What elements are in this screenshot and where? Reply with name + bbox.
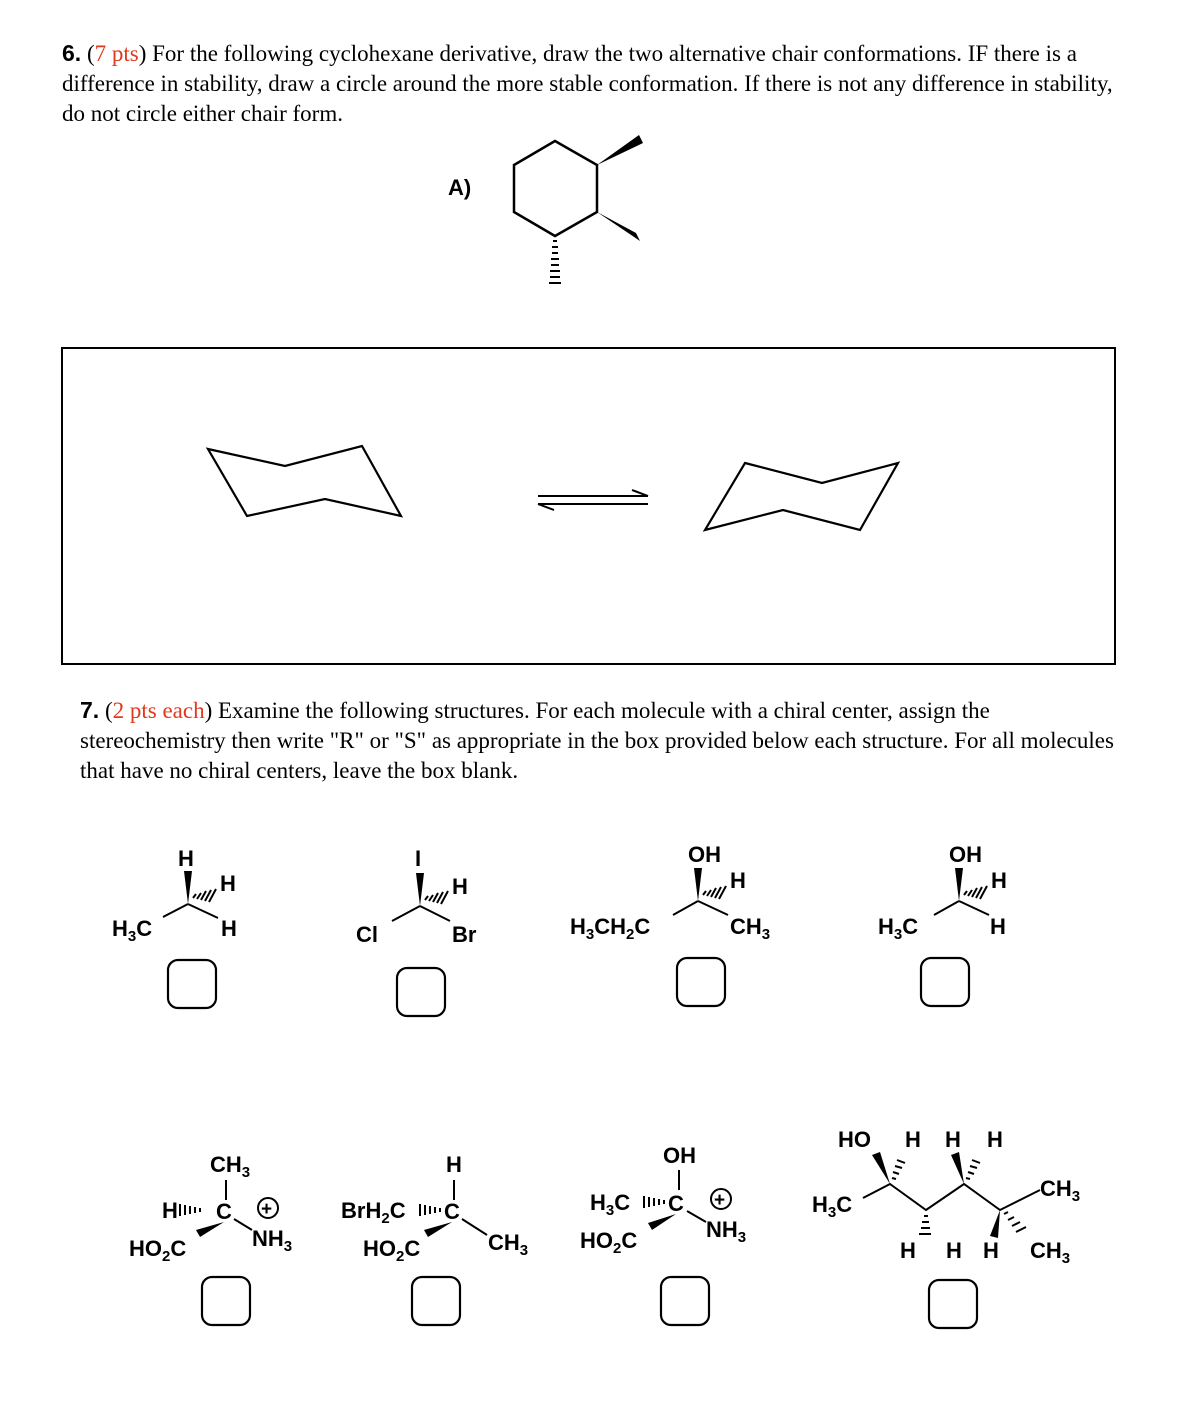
ammonium-nh3: $NH_3$ (706, 1217, 747, 1246)
ethyl-h3ch2c: $H_3CH_2C$ (570, 914, 651, 943)
atom-h: H (900, 1238, 916, 1263)
methyl-h3c: $H_3C$ (590, 1190, 631, 1219)
atom-h: H (162, 1198, 178, 1223)
molecule-4 (878, 842, 1007, 1006)
atom-h: H (178, 846, 194, 871)
atom-h: H (987, 1127, 1003, 1152)
carboxyl-ho2c: $HO_2C$ (363, 1236, 421, 1265)
methyl-ch3: $CH_3$ (210, 1152, 251, 1181)
atom-oh: OH (688, 842, 721, 867)
answer-box-1[interactable] (168, 960, 216, 1008)
question-6: 6. (7 pts) For the following cyclohexane derivative, draw the two alternative chair conformations. IF there is a difference in stability, draw a circle around the more stable conformation. If there is not any difference in stability, do not circle either chair form. (62, 40, 1113, 126)
ammonium-nh3: $NH_3$ (252, 1226, 293, 1255)
atom-oh: OH (949, 842, 982, 867)
atom-h: H (983, 1238, 999, 1263)
molecule-7 (580, 1143, 746, 1325)
question-7: 7. (2 pts each) Examine the following structures. For each molecule with a chiral center, assign the stereochemistry then write "R" or "S" as appropriate in the box provided below each structure. For all molecules that have no chiral centers, leave the box blank. (80, 697, 1114, 783)
atom-h: H (945, 1127, 961, 1152)
methyl-ch3: $CH_3$ (1040, 1176, 1081, 1205)
atom-cl: Cl (356, 922, 378, 947)
answer-box-6[interactable] (412, 1277, 460, 1325)
structure-a-label: A) (448, 175, 472, 200)
atom-h: H (221, 916, 237, 941)
question-6-text: For the following cyclohexane derivative, draw the two alternative chair conformations. IF there is a difference in stability, draw a circle around the more stable conformation. If there is not any difference in stability, do not circle either chair form. (62, 41, 1113, 126)
molecule-2 (356, 846, 477, 1016)
atom-h: H (990, 914, 1006, 939)
question-6-number: 6. (62, 40, 82, 66)
molecule-1 (112, 846, 237, 1008)
answer-box-8[interactable] (929, 1280, 977, 1328)
question-7-points: 2 pts each (112, 698, 205, 723)
atom-c: C (444, 1199, 460, 1224)
chair-right (705, 463, 898, 530)
methyl-ch3: $CH_3$ (488, 1230, 529, 1259)
question-7-number: 7. (80, 697, 100, 723)
question-7-text: Examine the following structures. For each molecule with a chiral center, assign the stereochemistry then write "R" or "S" as appropriate in the box provided below each structure. For all molecules that have no chiral centers, leave the box blank. (80, 698, 1114, 783)
atom-h: H (946, 1238, 962, 1263)
wedge-bond-top (597, 135, 643, 165)
atom-oh: OH (663, 1143, 696, 1168)
atom-h: H (730, 868, 746, 893)
equilibrium-arrows (538, 490, 648, 510)
molecule-8 (812, 1127, 1080, 1328)
cyclohexane-a (514, 141, 597, 236)
answer-box-5[interactable] (202, 1277, 250, 1325)
molecule-3 (570, 842, 770, 1006)
methyl-h3c: $H_3C$ (878, 914, 919, 943)
atom-i: I (415, 846, 422, 871)
hashed-bond-bottom (549, 241, 561, 283)
answer-box-3[interactable] (677, 958, 725, 1006)
methyl-h3c: $H_3C$ (112, 916, 153, 945)
molecule-5 (129, 1152, 292, 1325)
molecule-6 (341, 1152, 528, 1325)
chair-left (208, 446, 401, 516)
plus-sign: + (261, 1199, 273, 1220)
carboxyl-ho2c: $HO_2C$ (129, 1236, 187, 1265)
bromomethyl-brh2c: BrH$_2$C (341, 1198, 406, 1227)
plus-sign: + (714, 1190, 726, 1211)
methyl-h3c: $H_3C$ (812, 1192, 853, 1221)
atom-h: H (905, 1127, 921, 1152)
answer-box-7[interactable] (661, 1277, 709, 1325)
question-6-points: 7 pts (94, 41, 139, 66)
atom-br: Br (452, 922, 477, 947)
wedge-bond-right (597, 212, 640, 241)
methyl-ch3: $CH_3$ (1030, 1238, 1071, 1267)
atom-h: H (452, 874, 468, 899)
chair-answer-area[interactable] (62, 348, 1115, 664)
atom-h: H (991, 868, 1007, 893)
carboxyl-ho2c: $HO_2C$ (580, 1228, 638, 1257)
answer-box-2[interactable] (397, 968, 445, 1016)
atom-c: C (216, 1199, 232, 1224)
methyl-ch3: $CH_3$ (730, 914, 771, 943)
answer-box-4[interactable] (921, 958, 969, 1006)
atom-h: H (446, 1152, 462, 1177)
atom-c: C (668, 1191, 684, 1216)
atom-ho: HO (838, 1127, 871, 1152)
atom-h: H (220, 871, 236, 896)
